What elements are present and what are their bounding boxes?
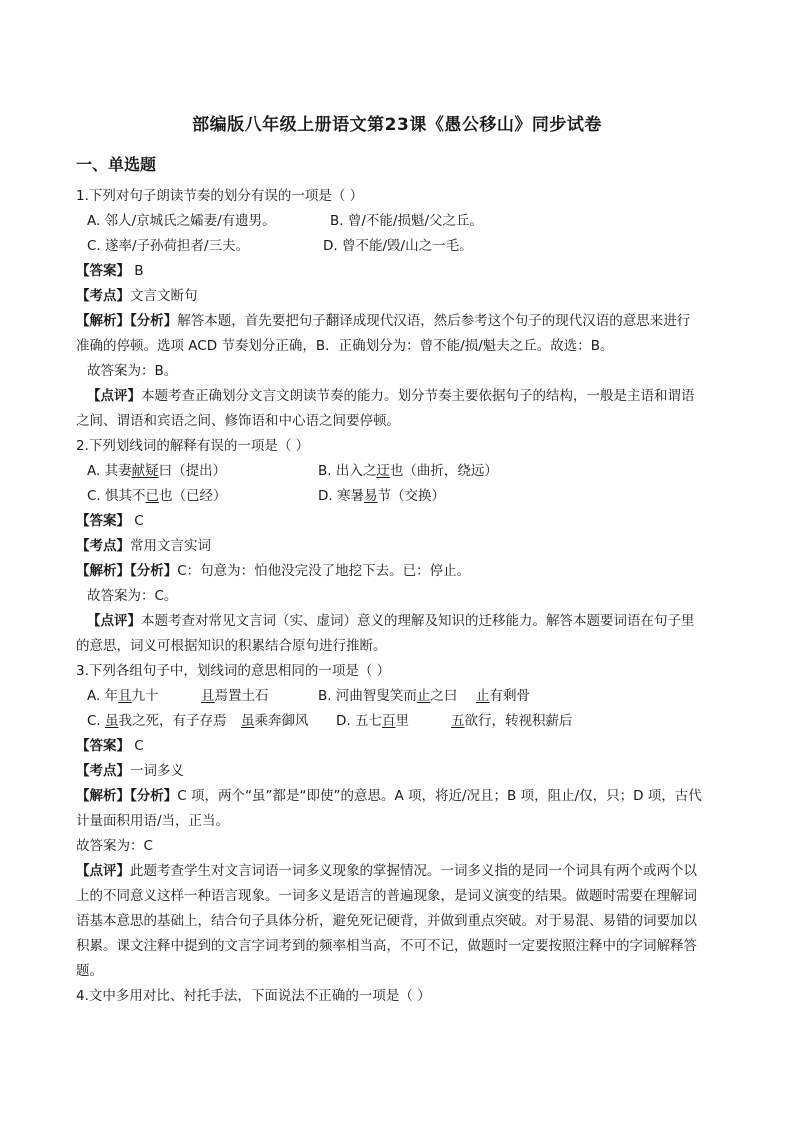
q3-option-a-first — [87, 686, 159, 706]
q3-option-c-first — [87, 711, 227, 731]
underlined-word: 且 — [118, 688, 132, 704]
q1-comment-cont: 之间、谓语和宾语之间、修饰语和中心语之间要停顿。 — [76, 413, 400, 429]
q3-option-d-second — [451, 711, 573, 731]
text: D. 寒暑 — [318, 488, 364, 504]
underlined-word: 已 — [145, 488, 160, 504]
q3-comment-cont-3: 积累。课文注释中提到的文言字词考到的频率相当高，不可不记，做题时一定要按照注释中的字词解释答 — [76, 938, 697, 954]
analysis-tag: 【解析】【分析】 — [76, 788, 178, 804]
analysis-text: 解答本题，首先要把句子翻译成现代汉语，然后参考这个句子的现代汉语的意思来进行 — [177, 313, 691, 329]
q3-analysis — [76, 786, 721, 806]
q2-result: 故答案为：C。 — [87, 588, 178, 604]
q3-option-b-first — [318, 686, 457, 706]
text: C. — [87, 713, 106, 729]
analysis-text: C 项，两个“虽”都是“即使”的意思。A 项，将近/况且；B 项，阻止/仅，只；D 项，古代 — [177, 788, 702, 804]
q2-option-b — [318, 461, 498, 481]
answer-tag: 【答案】 — [76, 738, 130, 754]
q2-option-a — [87, 461, 226, 481]
q3-answer — [76, 736, 721, 756]
q3-comment-cont-2: 语基本意思的基础上，结合句子具体分析，避免死记硬背，并做到重点突破。对于易混、易错的词要加以 — [76, 913, 697, 929]
answer-value: C — [130, 738, 144, 754]
q1-analysis — [76, 311, 721, 331]
analysis-tag: 【解析】【分析】 — [76, 313, 178, 329]
q3-option-c-second — [241, 711, 309, 731]
answer-value: B — [130, 263, 144, 279]
comment-text: 此题考查学生对文言词语一词多义现象的掌握情况。一词多义指的是同一个词具有两个或两个以 — [130, 863, 697, 879]
text: 我之死，有子存焉 — [118, 713, 227, 729]
q3-comment-cont-1: 上的不同意义这样一种语言现象。一词多义是语言的普遍现象，是词义演变的结果。做题时需要在理解词 — [76, 888, 697, 904]
comment-tag: 【点评】 — [87, 388, 141, 404]
text: D. 五七 — [336, 713, 382, 729]
q2-point — [76, 536, 721, 556]
q2-option-d — [318, 486, 445, 506]
text: 乘奔御风 — [254, 713, 309, 729]
analysis-tag: 【解析】【分析】 — [76, 563, 178, 579]
point-value: 一词多义 — [130, 763, 184, 779]
analysis-text: C：句意为：怕他没完没了地挖下去。已：停止。 — [177, 563, 471, 579]
underlined-word: 百 — [381, 713, 396, 729]
comment-text: 本题考查正确划分文言文朗读节奏的能力。划分节奏主要依据句子的结构，一般是主语和谓语 — [141, 388, 695, 404]
underlined-word: 止 — [476, 688, 490, 704]
underlined-word: 虽 — [241, 713, 255, 729]
answer-tag: 【答案】 — [76, 263, 130, 279]
q2-comment — [87, 611, 732, 631]
q3-result: 故答案为：C — [76, 838, 153, 854]
underlined-word: 迂 — [376, 463, 390, 479]
q1-comment — [87, 386, 732, 406]
q3-comment-cont-4: 题。 — [76, 963, 103, 979]
underlined-word: 易 — [363, 488, 378, 504]
answer-value: C — [130, 513, 144, 529]
q1-point — [76, 286, 721, 306]
q2-comment-cont: 的意思，词义可根据知识的积累结合原句进行推断。 — [76, 638, 387, 654]
q3-stem: 3.下列各组句子中，划线词的意思相同的一项是（ ） — [76, 663, 391, 679]
comment-text: 本题考查对常见文言词（实、虚词）意义的理解及知识的迁移能力。解答本题要词语在句子里 — [141, 613, 695, 629]
q2-stem: 2.下列划线词的解释有误的一项是（ ） — [76, 438, 310, 454]
text: 九十 — [131, 688, 159, 704]
underlined-word: 且 — [201, 688, 215, 704]
section-heading: 一、单选题 — [76, 155, 157, 174]
q1-stem: 1.下列对句子朗读节奏的划分有误的一项是（ ） — [76, 188, 364, 204]
q1-option-c: C. 遂率/子孙荷担者/三夫。 — [87, 238, 250, 254]
point-tag: 【考点】 — [76, 288, 130, 304]
comment-tag: 【点评】 — [76, 863, 130, 879]
q1-option-a: A. 邻人/京城氏之孀妻/有遗男。 — [87, 213, 276, 229]
comment-tag: 【点评】 — [87, 613, 141, 629]
text: 节（交换） — [377, 488, 445, 504]
text: B. 出入之 — [318, 463, 377, 479]
q3-option-a-second — [201, 686, 269, 706]
q3-point — [76, 761, 721, 781]
text: C. 惧其不 — [87, 488, 146, 504]
point-tag: 【考点】 — [76, 763, 130, 779]
text: B. 河曲智叟笑而 — [318, 688, 417, 704]
q1-result: 故答案为：B。 — [87, 363, 178, 379]
q3-option-d-first — [336, 711, 409, 731]
q2-answer — [76, 511, 721, 531]
answer-tag: 【答案】 — [76, 513, 130, 529]
text: 焉置土石 — [214, 688, 269, 704]
underlined-word: 献疑 — [131, 463, 159, 479]
point-value: 文言文断句 — [130, 288, 198, 304]
underlined-word: 五 — [451, 713, 465, 729]
q3-analysis-cont: 计量面积用语/当，正当。 — [76, 813, 230, 829]
q1-answer — [76, 261, 721, 281]
text: 也（曲折，绕远） — [389, 463, 498, 479]
text: 曰（提出） — [158, 463, 227, 479]
q3-comment — [76, 861, 721, 881]
text: A. 年 — [87, 688, 119, 704]
text: 欲行，转视积薪后 — [464, 713, 573, 729]
q2-analysis — [76, 561, 721, 581]
text: 有剩骨 — [489, 688, 530, 704]
q4-stem: 4.文中多用对比、衬托手法，下面说法不正确的一项是（ ） — [76, 988, 431, 1004]
q1-analysis-cont: 准确的停顿。选项 ACD 节奏划分正确，B．正确划分为：曾不能/损/魁夫之丘。故选：B。 — [76, 338, 614, 354]
text: 里 — [395, 713, 409, 729]
page-title: 部编版八年级上册语文第23课《愚公移山》同步试卷 — [192, 115, 602, 135]
text: 也（已经） — [159, 488, 227, 504]
q3-option-b-second — [476, 686, 530, 706]
q1-option-d: D. 曾不能/毁/山之一毛。 — [323, 238, 473, 254]
q2-option-c — [87, 486, 227, 506]
underlined-word: 止 — [416, 688, 431, 704]
point-value: 常用文言实词 — [130, 538, 211, 554]
underlined-word: 虽 — [105, 713, 119, 729]
point-tag: 【考点】 — [76, 538, 130, 554]
text: 之曰 — [430, 688, 458, 704]
q1-option-b: B. 曾/不能/损魁/父之丘。 — [330, 213, 483, 229]
text: A. 其妻 — [87, 463, 132, 479]
